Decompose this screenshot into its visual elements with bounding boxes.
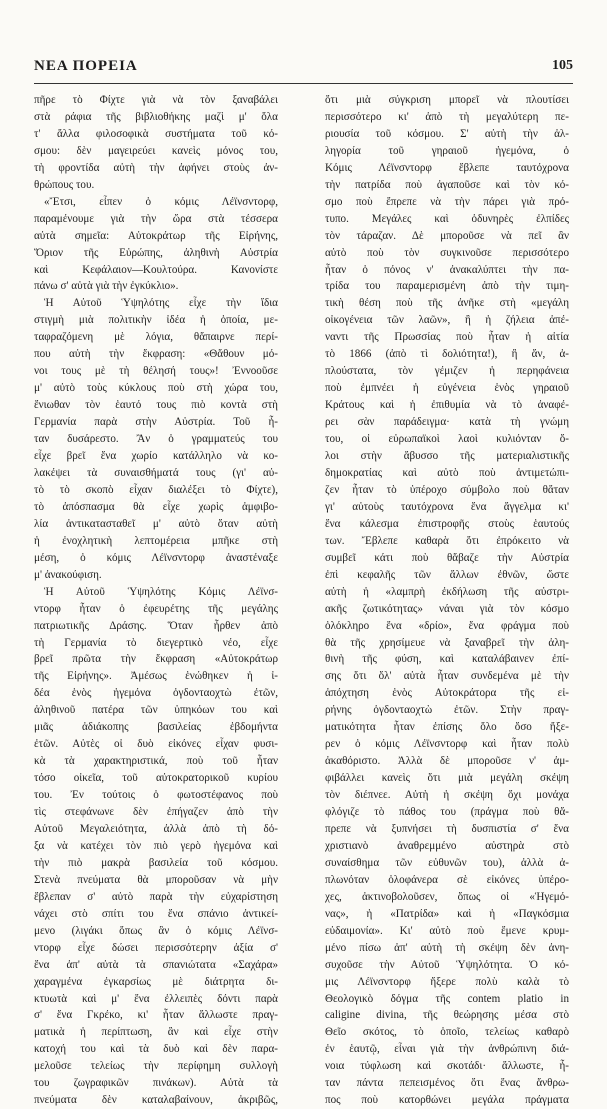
page-number: 105 bbox=[552, 58, 573, 73]
text-line: σμο ποὺ ἔπρεπε νὰ τὴν πάρει γιὰ πρό- bbox=[325, 195, 569, 208]
text-line: γι' αὐτοὺς ταυτόχρονα ἕνα ἄγγελμα κι' bbox=[325, 500, 569, 513]
text-line: εὐδαιμονία». Κι' αὐτὸ ποὺ ἔμενε κρυμ- bbox=[325, 924, 569, 937]
text-line: Ἡ Αὐτοῦ Ὑψηλότης εἶχε τὴν ἴδια bbox=[44, 297, 278, 310]
text-line: Ὅριον τῆς Εὐρώπης, ἀληθινὴ Αὐστρία bbox=[34, 246, 278, 259]
text-line: λία ἀντικατασταθεῖ μ' αὐτὸ ὅταν αὐτὴ bbox=[34, 517, 278, 530]
text-line: εἶχε βρεῖ ἕνα χωρίο κατάλληλο νὰ κο- bbox=[34, 450, 278, 463]
journal-title: ΝΕΑ ΠΟΡΕΙΑ bbox=[34, 58, 138, 74]
text-line: Κόμις Λέϊνσντορφ ἔβλεπε ταυτόχρονα bbox=[325, 161, 569, 174]
text-line: ἀληθινοῦ πατέρα τῶν ὑπηκόων του καὶ bbox=[34, 704, 278, 717]
text-line: νάχει στὸ σπίτι του ἕνα σπάνιο ἀντικεί- bbox=[34, 907, 278, 920]
text-line: τ' ἄλλα φιλοσοφικὰ συστήματα τοῦ κό- bbox=[34, 127, 278, 140]
text-line: κὰ τὰ χαρακτηριστικά, ποὺ τοῦ ἦταν bbox=[34, 755, 278, 768]
right-text-column bbox=[325, 92, 569, 1109]
text-line: Κράτους καὶ ἡ ἐπιθυμία νὰ τὸ ἀναφέ- bbox=[325, 399, 569, 412]
text-line: αὐτὸ ποὺ τὸν συγκινοῦσε περισσότερο bbox=[325, 246, 569, 259]
text-line: ἐν ἑαυτῷ, εἶναι γιὰ τὴν ἀνθρώπινη διά- bbox=[325, 1043, 569, 1056]
text-line: Στενὰ πνεύματα θὰ μποροῦσαν νὰ μὴν bbox=[34, 873, 278, 886]
text-line: πος ποὺ κατορθώνει μεγάλα πράγματα bbox=[325, 1094, 569, 1107]
text-line: ταφραζόμενη μὲ λόγια, θἄπαιρνε περί- bbox=[34, 331, 278, 344]
text-line: τὸ ἀπόσπασμα θὰ εἶχε χωρὶς ἀμφιβο- bbox=[34, 500, 278, 513]
text-line: κατοχή του καὶ τὰ δυὸ καὶ δὲν παρα- bbox=[34, 1043, 278, 1056]
text-line: στὰ ράφια τῆς βιβλιοθήκης μαζὶ μ' ὅλα bbox=[34, 110, 278, 123]
text-line: αὐτὰ σημεῖα: Αὐτοκράτωρ τῆς Εἰρήνης, bbox=[34, 229, 278, 242]
text-line: πλούστατα, τὸν γέμιζεν ἡ περηφάνεια bbox=[325, 365, 569, 378]
text-line: ἔβλεπαν σ' αὐτὸ παρὰ τὴν εὐχαρίστηση bbox=[34, 890, 278, 903]
text-line: φλόγιζε τὸ πάθος του (πράγμα ποὺ θἄ- bbox=[325, 806, 569, 819]
text-line: περισσότερο κι' ἀπὸ τὴ μεγαλύτερη πε- bbox=[325, 110, 569, 123]
text-line: δημοκρατίας καὶ αὐτὸ ποὺ ἀντιμετώπι- bbox=[325, 466, 569, 479]
text-line: ἦταν ὁ πόνος ν' ἀνακαλύπτει τὴν πα- bbox=[325, 263, 569, 276]
text-line: λακέψει τὰ συναισθήματά τους (γι' αὐ- bbox=[34, 466, 278, 479]
text-line: Ἡ Αὐτοῦ Ὑψηλότης Κόμις Λέϊνσ- bbox=[44, 585, 278, 598]
text-line: συχοῦσε τὴν Αὐτοῦ Ὑψηλότητα. Ὁ κό- bbox=[325, 958, 569, 971]
text-line: τρίδα του παραμερισμένη ἀπὸ τὴν τιμη- bbox=[325, 280, 569, 293]
text-line: φιβάλλει κανεὶς ὅτι μιὰ μεγάλη σκέψη bbox=[325, 772, 569, 785]
text-line: θινὴ τῆς φύση, καὶ καταλάβαινεν ἐπί- bbox=[325, 653, 569, 666]
text-line: μένο πίσω ἀπ' αὐτὴ τὴ σκέψη δὲν ἀνη- bbox=[325, 941, 569, 954]
text-line: ἀπόχτηση ἑνὸς Αὐτοκράτορα τῆς εἰ- bbox=[325, 687, 569, 700]
left-text-column bbox=[34, 92, 278, 1109]
text-line: ρεν ὁ κόμις Λέϊνσντορφ καὶ ἦταν πολὺ bbox=[325, 738, 569, 751]
text-line: ἕνα ἀπ' αὐτὰ τὰ σπανιώτατα «Σαχάρα» bbox=[34, 958, 278, 971]
text-line: ματικὰ ἡ περίπτωση, ἂν καὶ εἶχε στὴν bbox=[34, 1026, 278, 1039]
text-line: τὴν πατρίδα ποὺ ἀγαποῦσε καὶ τὸν κό- bbox=[325, 178, 569, 191]
text-line: ριουσία τοῦ κόσμου. Σ' αὐτὴ τὴν ἀλ- bbox=[325, 127, 569, 140]
text-line: Θεῖο σκότος, τὸ ὁποῖο, τελείως καθαρὸ bbox=[325, 1026, 569, 1039]
text-line: τὸν διέπνεε. Αὐτὴ ἡ σκέψη ὄχι μονάχα bbox=[325, 789, 569, 802]
text-line: χριστιανὸ ἀναθρεμμένο αὐστηρὰ στὸ bbox=[325, 839, 569, 852]
text-line: μιᾶς ἀδιάκοπης βασιλείας ἑβδομήντα bbox=[34, 721, 278, 734]
text-line: ποὺ ἐμπνέει ἡ εὐγένεια ἑνὸς γηραιοῦ bbox=[325, 382, 569, 395]
text-line: του ζωγραφικῶν πινάκων). Αὐτὰ τὰ bbox=[34, 1077, 278, 1090]
text-line: πρεπε νὰ ξυπνήσει τὴ δυσπιστία σ' ἕνα bbox=[325, 822, 569, 835]
text-line: ἕνα κάλεσμα ἐπιστροφῆς στοὺς ἑαυτούς bbox=[325, 517, 569, 530]
text-line: κτυωτὰ καὶ μ' ἕνα ἐλλειπὲς δόντι παρὰ bbox=[34, 992, 278, 1005]
text-line: παραμένουμε γιὰ τὴν ὥρα στὰ τέσσερα bbox=[34, 212, 278, 225]
text-line: του, οἱ εὐρωπαϊκοὶ λαοὶ κυλιόνταν ὅ- bbox=[325, 433, 569, 446]
text-line: τὶς στεφάνωνε δὲν ἐπήγαζεν ἀπὸ τὴν bbox=[34, 806, 278, 819]
text-line: τυπο. Μεγάλες καὶ ὀδυνηρὲς ἐλπίδες bbox=[325, 212, 569, 225]
text-line: ντορφ ἦταν ὁ ἐφευρέτης τῆς μεγάλης bbox=[34, 602, 278, 615]
text-line: Γερμανία παρὰ στὴν Αὐστρία. Τοῦ ἦ- bbox=[34, 416, 278, 429]
text-line: νοια τύφλωση καὶ σκοτάδι· ἄλλωστε, ἦ- bbox=[325, 1060, 569, 1073]
text-line: ματικότητα ἦταν ἐπίσης ὅλο ὅσο ἤξε- bbox=[325, 721, 569, 734]
text-line: ἡ ἐνοχλητικὴ λεπτομέρεια μπῆκε στὴ bbox=[34, 534, 278, 547]
text-line: ἐτῶν. Αὐτὲς οἱ δυὸ εἰκόνες εἶχαν φυσι- bbox=[34, 738, 278, 751]
text-line: τῆς Εἰρήνης». Ἀμέσως ἑνώθηκεν ἡ ἰ- bbox=[34, 670, 278, 683]
text-line: μις Λέϊνσντορφ ἤξερε πολὺ καλὰ τὸ bbox=[325, 975, 569, 988]
text-line: τὸ 1866 (ἀπὸ τὶ δολιότητα!), ἢ ἄν, ἁ- bbox=[325, 348, 569, 361]
text-line: τικὴ θέση ποὺ τῆς ἀνῆκε στὴ «μεγάλη bbox=[325, 297, 569, 310]
text-line: μέση, ὁ κόμις Λέϊνσντορφ ἀναστέναξε bbox=[34, 551, 278, 564]
text-line: σης ὅτι ὅλ' αὐτὰ ἦταν συνδεμένα μὲ τὴν bbox=[325, 670, 569, 683]
text-line: τὸν τάραζαν. Δὲ μποροῦσε νὰ πεῖ ἂν bbox=[325, 229, 569, 242]
text-line: δέα ἑνὸς ἡγεμόνα ὀγδονταοχτὼ ἐτῶν, bbox=[34, 687, 278, 700]
text-line: ἀκαθόριστο. Ἀλλὰ δὲ μποροῦσε ν' ἀμ- bbox=[325, 755, 569, 768]
text-line: οἰκογένεια τῶν λαῶν», ἢ ἡ ζήλεια ἀπέ- bbox=[325, 314, 569, 327]
text-line: μ' ἀνακούφιση. bbox=[34, 568, 102, 581]
text-line: μ' αὐτὸ τοὺς κύκλους ποὺ στὴ χώρα του, bbox=[34, 382, 278, 395]
text-line: θρώπους του. bbox=[34, 178, 95, 191]
text-line: ταν πάντα πεπεισμένος ὅτι ἕνας ἄνθρω- bbox=[325, 1077, 569, 1090]
text-line: ακῆς ζωτικότητας» νάναι γιὰ τὸν κόσμο bbox=[325, 602, 569, 615]
text-line: ζεν ἦταν τὸ ὑπέροχο σύμβολο ποὺ θἄταν bbox=[325, 483, 569, 496]
text-line: τὴν πιὸ μακρὰ βασιλεία τοῦ κόσμου. bbox=[34, 856, 278, 869]
text-line: λοι στὴν ἄβυσσο τῆς ματεριαλιστικῆς bbox=[325, 450, 569, 463]
header-rule bbox=[34, 83, 573, 84]
text-line: ληγορία τοῦ γηραιοῦ ἡγεμόνα, ὁ bbox=[325, 144, 569, 157]
text-line: ντορφ εἶχε δώσει περισσότερην ἀξία σ' bbox=[34, 941, 278, 954]
text-line: πατριωτικῆς Δράσης. Ὅταν ἦρθεν ἀπὸ bbox=[34, 619, 278, 632]
text-line: μελοῦσε τελείως τὴν περίφημη συλλογὴ bbox=[34, 1060, 278, 1073]
text-line: πῆρε τὸ Φίχτε γιὰ νὰ τὸν ξαναβάλει bbox=[34, 94, 278, 106]
text-line: ἐπὶ κεφαλῆς τῶν ἄλλων ἐθνῶν, ὥστε bbox=[325, 568, 569, 581]
text-line: ταν δυσάρεστο. Ἂν ὁ γραμματεύς του bbox=[34, 433, 278, 446]
text-line: σ' ἕνα Γκρέκο, κι' ἦταν ἄλλωστε πραγ- bbox=[34, 1009, 278, 1022]
text-line: μενο (λιγάκι ὅπως ἂν ὁ κόμις Λέϊνσ- bbox=[34, 924, 278, 937]
text-line: στιγμὴ μιὰ πολιτικὴν ἰδέα ἡ ὁποία, με- bbox=[34, 314, 278, 327]
text-line: βρεῖ πρῶτα τὴν ἔκφραση «Αὐτοκράτωρ bbox=[34, 653, 278, 666]
text-line: «Ἔτσι, εἶπεν ὁ κόμις Λέϊνσντορφ, bbox=[44, 195, 278, 208]
text-line: Αὐτοῦ Μεγαλειότητα, ἀλλὰ ἀπὸ τὴ δό- bbox=[34, 822, 278, 835]
text-line: ἔνιωθαν τὸν ἑαυτό τους πιὸ κοντὰ στὴ bbox=[34, 399, 278, 412]
text-line: σμου: δὲν μαγειρεύει κανεὶς μόνος του, bbox=[34, 144, 278, 157]
text-line: ναντι τῆς Πρωσσίας ποὺ ἦταν ἡ αἰτία bbox=[325, 331, 569, 344]
text-line: συμβεῖ κάτι ποὺ θἄβαζε τὴν Αὐστρία bbox=[325, 551, 569, 564]
text-line: καὶ Κεφάλαιον—Κουλτούρα. Κανονίστε bbox=[34, 263, 278, 276]
text-line: ρήνης ὀγδονταοχτὼ ἐτῶν. Στὴν πραγ- bbox=[325, 704, 569, 717]
text-line: τόσο οἰκεῖα, τοῦ αὐτοκρατορικοῦ κυρίου bbox=[34, 772, 278, 785]
text-line: συναίσθημα τῶν εὐθυνῶν του), ἀλλὰ ἁ- bbox=[325, 856, 569, 869]
text-line: caligine divina, τῆς θεώρησης μέσα στὸ bbox=[325, 1009, 569, 1022]
text-line: Θεολογικὸ δόγμα τῆς contem platio in bbox=[325, 992, 569, 1005]
text-line: χαραγμένα ἐγκαρσίως μὲ διάτρητα δι- bbox=[34, 975, 278, 988]
text-line: πάνω σ' αὐτὰ γιὰ τὴν ἐγκύκλιο». bbox=[34, 280, 179, 293]
text-line: πνεύματα δὲν καταλαβαίνουν, ἀκριβῶς, bbox=[34, 1094, 278, 1107]
text-line: ρει σὰν παράδειγμα· κατὰ τὴ γνώμη bbox=[325, 416, 569, 429]
text-line: πλωνόταν ὁλοφάνερα σὲ εἰκόνες ὑπέρο- bbox=[325, 873, 569, 886]
text-line: ὅτι μιὰ σύγκριση μπορεῖ νὰ πλουτίσει bbox=[325, 94, 569, 106]
text-line: τὴ Γερμανία τὸ διεγερτικὸ νέο, εἶχε bbox=[34, 636, 278, 649]
text-line: αὐτὴ ἡ «λαμπρὴ ἐκδήλωση τῆς αὐστρι- bbox=[325, 585, 569, 598]
text-line: νοι τους μὲ τὴ θέλησή τους»! Ἐννοοῦσε bbox=[34, 365, 278, 378]
page-header bbox=[34, 58, 573, 82]
text-line: ὁλόκληρο ἕνα «δρίο», ἕνα φράγμα ποὺ bbox=[325, 619, 569, 632]
text-line: χες, ἀκτινοβολοῦσεν, ὅπως οἱ «Ἡγεμό- bbox=[325, 890, 569, 903]
text-line: του. Ἐν τούτοις ὁ φωτοστέφανος ποὺ bbox=[34, 789, 278, 802]
text-line: θὰ τῆς χρησίμευε νὰ ξαναβρεῖ τὴν ἀλη- bbox=[325, 636, 569, 649]
text-line: των. Ἔβλεπε καθαρὰ ὅτι ἐπρόκειτο νὰ bbox=[325, 534, 569, 547]
text-line: τὸ τὸ σκοπὸ εἶχαν διαλέξει τὸ Φίχτε), bbox=[34, 483, 278, 496]
text-line: που αὐτὴ τὴν ἔκφραση: «Θἄθουν μό- bbox=[34, 348, 278, 361]
text-line: νας», ἡ «Πατρίδα» καὶ ἡ «Παγκόσμια bbox=[325, 907, 569, 920]
text-line: τὴ φροντίδα αὐτὴ τὴν ἀφήνει στοὺς ἀν- bbox=[34, 161, 278, 174]
text-line: ξα νὰ κατέχει τὸν πιὸ γερὸ ἡγεμόνα καὶ bbox=[34, 839, 278, 852]
